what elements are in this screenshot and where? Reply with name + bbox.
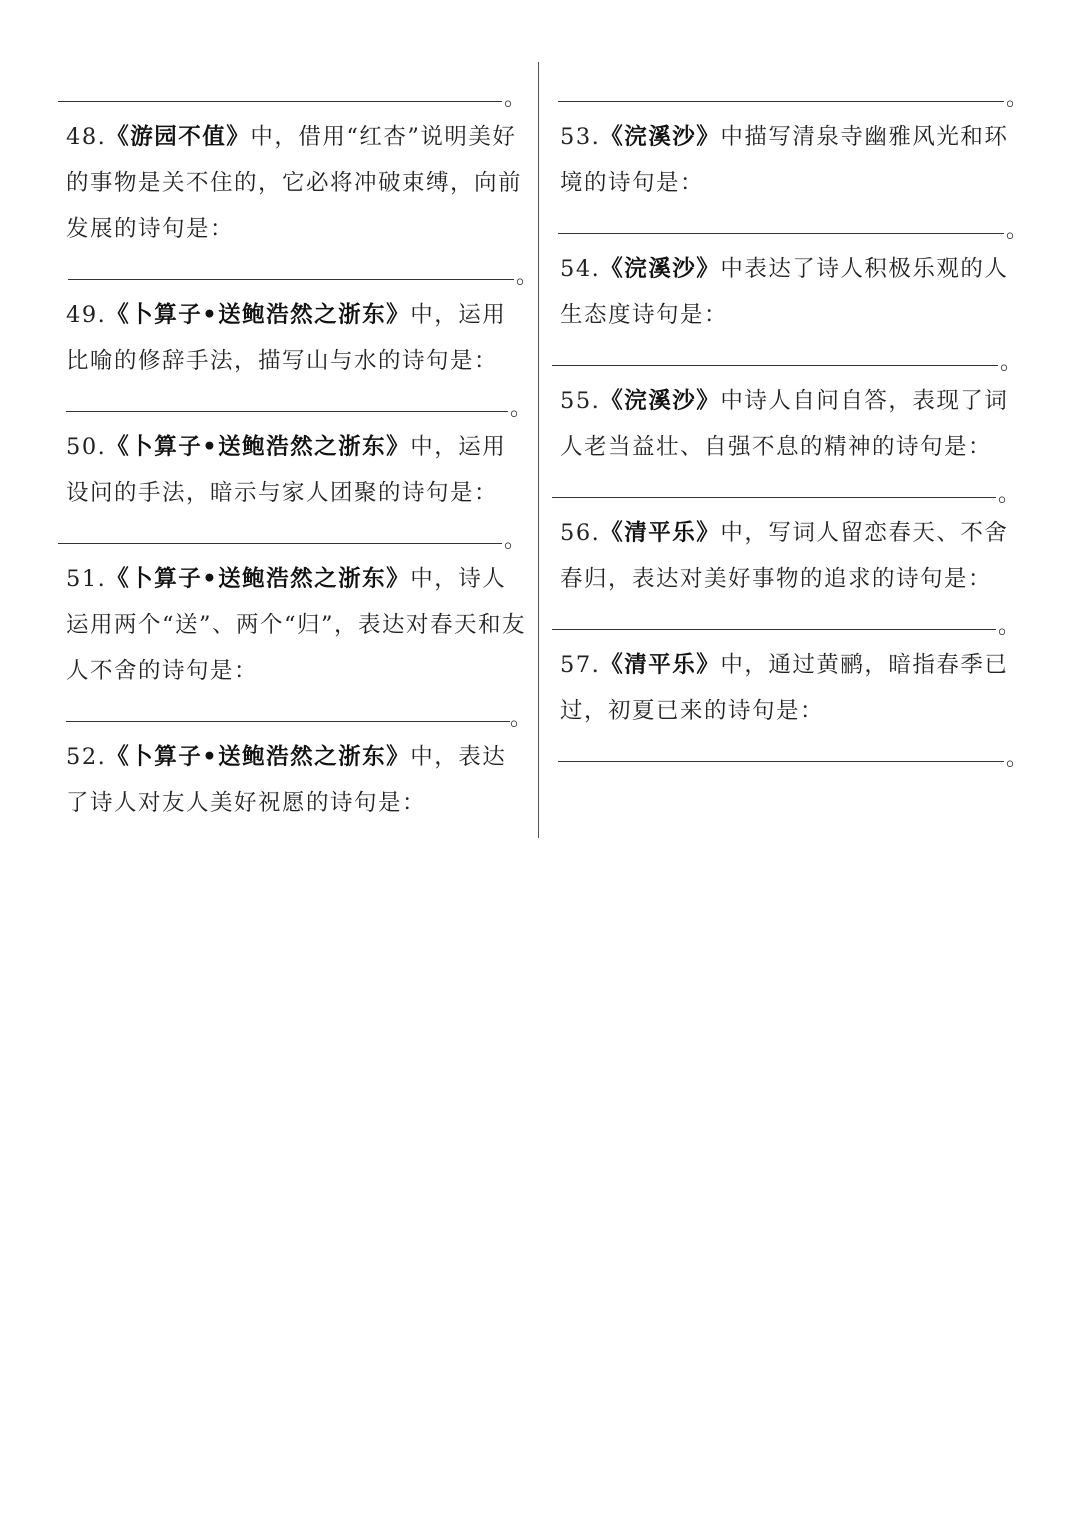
question-56 [552, 504, 1030, 602]
period-mark: 。 [510, 706, 533, 731]
answer-blank-48[interactable] [58, 252, 539, 289]
question-text: 中，写词人留恋春天、不舍春归，表达对美好事物的追求的诗句是： [560, 520, 1009, 592]
period-mark: 。 [1000, 350, 1023, 375]
period-mark: 。 [510, 396, 533, 421]
question-57 [552, 636, 1030, 734]
answer-blank-54[interactable] [552, 338, 1030, 375]
poem-title: 《卜算子•送鲍浩然之浙东》 [106, 302, 411, 328]
question-text: 中，通过黄鹂，暗指春季已过，初夏已来的诗句是： [560, 652, 1009, 724]
question-number: 54. [560, 256, 601, 282]
period-mark: 。 [1006, 218, 1029, 243]
question-number: 53. [560, 124, 601, 150]
question-text: 中，运用比喻的修辞手法，描写山与水的诗句是： [66, 302, 507, 374]
question-49 [58, 286, 528, 384]
poem-title: 《清平乐》 [600, 652, 721, 678]
question-53 [552, 108, 1030, 206]
column-divider [538, 62, 539, 838]
period-mark: 。 [1006, 86, 1029, 111]
poem-title: 《卜算子•送鲍浩然之浙东》 [106, 744, 411, 770]
poem-title: 《浣溪沙》 [600, 388, 721, 414]
question-number: 52. [66, 744, 107, 770]
question-text: 中，借用“红杏”说明美好的事物是关不住的，它必将冲破束缚，向前发展的诗句是： [66, 124, 523, 242]
period-mark: 。 [998, 614, 1021, 639]
answer-blank-top-left[interactable] [58, 74, 528, 111]
answer-blank-55[interactable] [552, 470, 1030, 507]
question-text: 中表达了诗人积极乐观的人生态度诗句是： [560, 256, 1009, 328]
question-50 [58, 418, 528, 516]
answer-blank-53[interactable] [552, 206, 1030, 243]
question-48 [58, 108, 528, 252]
poem-title: 《浣溪沙》 [600, 124, 721, 150]
question-text: 中，运用设问的手法，暗示与家人团聚的诗句是： [66, 434, 507, 506]
poem-title: 《浣溪沙》 [600, 256, 721, 282]
question-52 [58, 728, 528, 826]
answer-blank-57[interactable] [552, 734, 1030, 771]
period-mark: 。 [1006, 746, 1029, 771]
answer-blank-51[interactable] [58, 694, 533, 731]
period-mark: 。 [504, 528, 527, 553]
period-mark: 。 [998, 482, 1021, 507]
poem-title: 《清平乐》 [600, 520, 721, 546]
question-text: 中描写清泉寺幽雅风光和环境的诗句是： [560, 124, 1009, 196]
period-mark: 。 [516, 264, 539, 289]
question-number: 48. [66, 124, 107, 150]
answer-blank-56[interactable] [552, 602, 1030, 639]
question-number: 51. [66, 566, 107, 592]
question-text: 中，诗人运用两个“送”、两个“归”，表达对春天和友人不舍的诗句是： [66, 566, 527, 684]
period-mark: 。 [504, 86, 527, 111]
question-number: 57. [560, 652, 601, 678]
question-text: 中诗人自问自答，表现了词人老当益壮、自强不息的精神的诗句是： [560, 388, 1009, 460]
question-54 [552, 240, 1030, 338]
left-column [58, 74, 539, 826]
question-55 [552, 372, 1030, 470]
poem-title: 《卜算子•送鲍浩然之浙东》 [106, 566, 411, 592]
poem-title: 《游园不值》 [106, 124, 251, 150]
question-number: 49. [66, 302, 107, 328]
answer-blank-49[interactable] [58, 384, 533, 421]
question-number: 55. [560, 388, 601, 414]
question-text: 中，表达了诗人对友人美好祝愿的诗句是： [66, 744, 507, 816]
answer-blank-50[interactable] [58, 516, 528, 553]
answer-blank-top-right[interactable] [552, 74, 1030, 111]
question-number: 50. [66, 434, 107, 460]
poem-title: 《卜算子•送鲍浩然之浙东》 [106, 434, 411, 460]
right-column [552, 74, 1030, 771]
question-number: 56. [560, 520, 601, 546]
question-51 [58, 550, 528, 694]
